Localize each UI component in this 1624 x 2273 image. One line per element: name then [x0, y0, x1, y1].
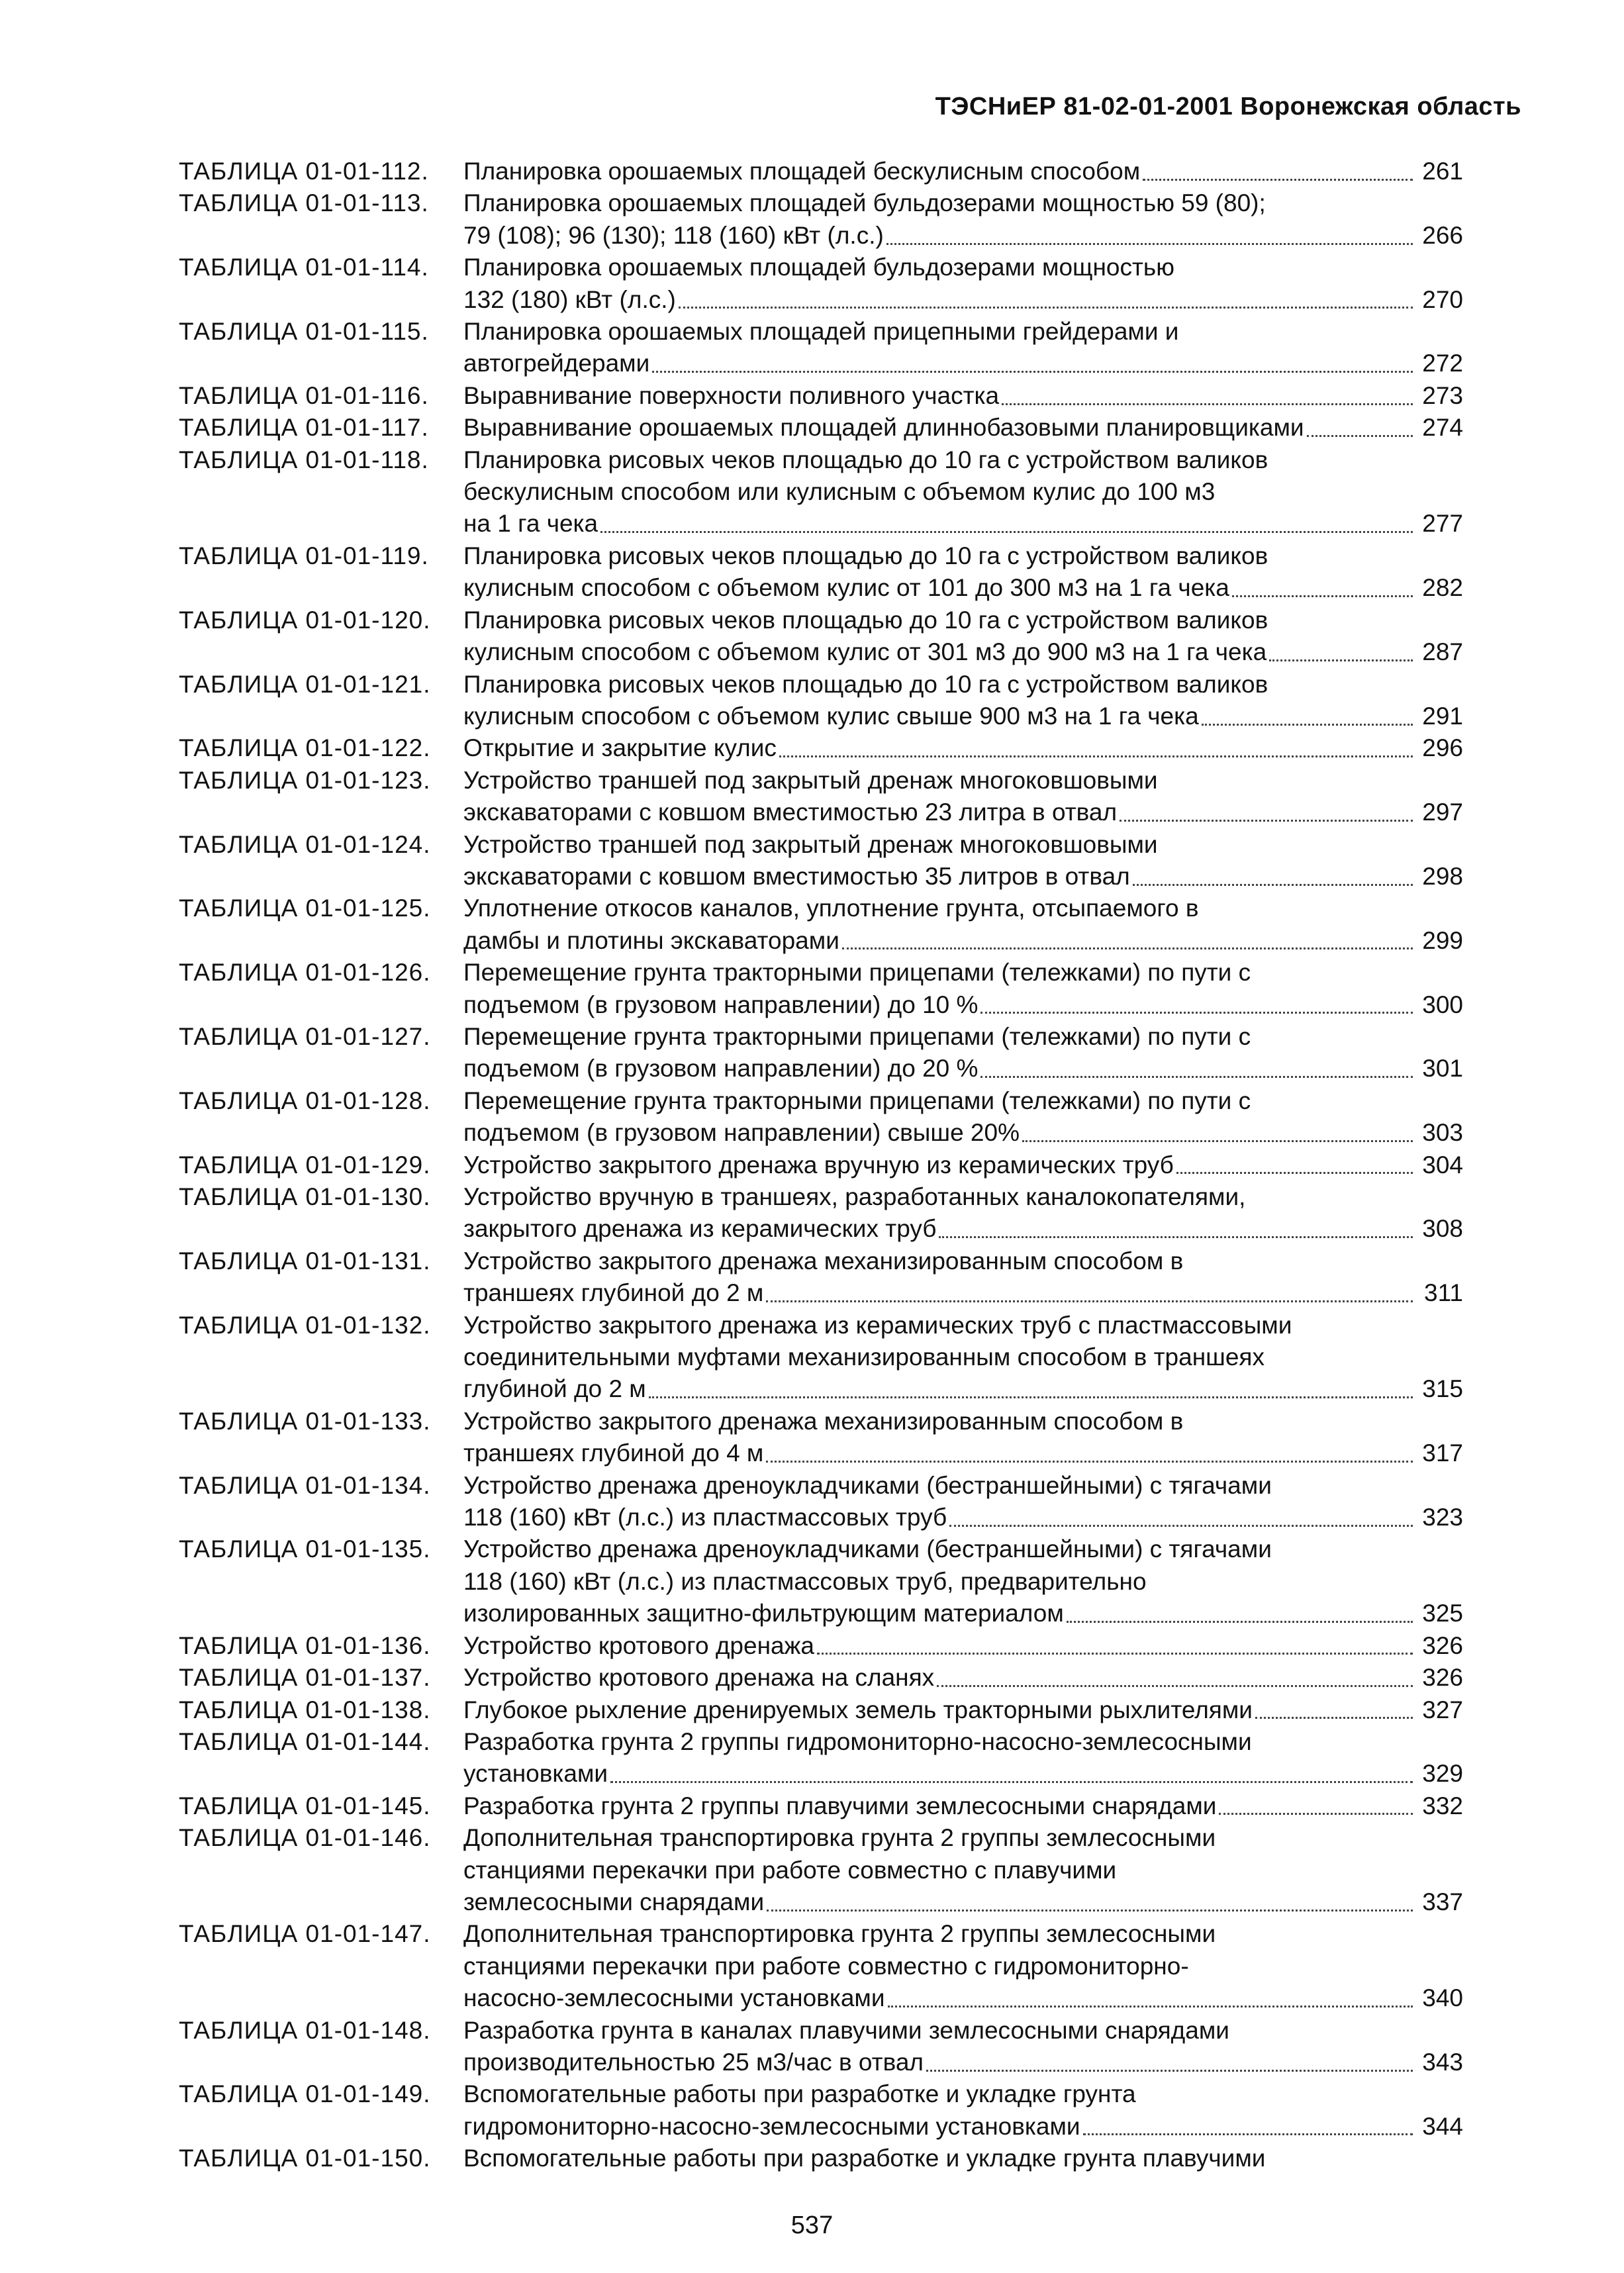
dot-leader — [1002, 403, 1413, 405]
toc-entry-last-line — [463, 636, 1463, 668]
toc-entry-title-line: глубиной до 2 м — [463, 1375, 646, 1403]
toc-entry-label: ТАБЛИЦА 01-01-128. — [179, 1087, 431, 1114]
toc-entry-label: ТАБЛИЦА 01-01-115. — [179, 318, 429, 346]
toc-entry-title — [463, 1181, 1463, 1245]
toc-entry-label: ТАБЛИЦА 01-01-113. — [179, 189, 429, 217]
dot-leader — [1067, 1621, 1413, 1623]
toc-entry — [179, 765, 1463, 829]
dot-leader — [926, 2070, 1413, 2072]
dot-leader — [1143, 179, 1413, 181]
toc-entry-page: 317 — [1422, 1439, 1463, 1467]
toc-entry-page: 300 — [1422, 991, 1463, 1018]
toc-entry — [179, 2078, 1463, 2143]
toc-entry-title-line: Планировка рисовых чеков площадью до 10 га с устройством валиков — [463, 670, 1268, 698]
dot-leader — [1255, 1717, 1413, 1719]
toc-entry — [179, 1310, 1463, 1406]
toc-entry-title — [463, 1822, 1463, 1918]
toc-entry-label: ТАБЛИЦА 01-01-144. — [179, 1727, 431, 1755]
toc-entry-title-line: 118 (160) кВт (л.с.) из пластмассовых труб, предварительно — [463, 1567, 1147, 1595]
toc-entry-last-line — [463, 989, 1463, 1021]
toc-entry-page: 272 — [1422, 350, 1463, 377]
toc-entry-last-line — [463, 156, 1463, 187]
toc-entry-last-line — [463, 797, 1463, 828]
toc-entry-title — [463, 1694, 1463, 1726]
toc-entry-page: 277 — [1422, 510, 1463, 538]
toc-entry — [179, 1533, 1463, 1629]
toc-entry-title-line: Уплотнение откосов каналов, уплотнение грунта, отсыпаемого в — [463, 895, 1199, 922]
toc-entry — [179, 957, 1463, 1021]
toc-entry-title — [463, 412, 1463, 444]
toc-entry-title — [463, 380, 1463, 412]
toc-entry-last-line — [463, 508, 1463, 540]
toc-entry-title — [463, 1630, 1463, 1662]
toc-entry-last-line — [463, 1277, 1463, 1309]
toc-entry-label: ТАБЛИЦА 01-01-124. — [179, 830, 431, 858]
toc-entry-title-line: Планировка орошаемых площадей бульдозерами мощностью — [463, 254, 1174, 281]
toc-entry — [179, 2015, 1463, 2079]
toc-entry-page: 291 — [1422, 702, 1463, 730]
toc-entry-title-line: Устройство кротового дренажа — [463, 1631, 814, 1659]
toc-entry — [179, 1470, 1463, 1534]
toc-entry-title-line: экскаваторами с ковшом вместимостью 35 литров в отвал — [463, 862, 1130, 890]
toc-entry-last-line — [463, 1982, 1463, 2014]
toc-entry-title — [463, 829, 1463, 893]
toc-entry-page: 296 — [1422, 734, 1463, 762]
toc-entry — [179, 732, 1463, 764]
dot-leader — [817, 1653, 1413, 1655]
toc-entry-last-line — [463, 1117, 1463, 1149]
toc-entry-title-line: установками — [463, 1760, 608, 1788]
toc-entry-title — [463, 187, 1463, 252]
toc-entry-last-line — [463, 284, 1463, 316]
toc-entry-title-line: экскаваторами с ковшом вместимостью 23 литра в отвал — [463, 798, 1118, 826]
toc-entry-page: 297 — [1422, 798, 1463, 826]
toc-entry-title — [463, 1533, 1463, 1629]
toc-entry-page: 282 — [1422, 574, 1463, 602]
toc-entry-label: ТАБЛИЦА 01-01-129. — [179, 1151, 431, 1179]
toc-entry-title-line: Вспомогательные работы при разработке и укладке грунта — [463, 2080, 1136, 2108]
toc-entry-label: ТАБЛИЦА 01-01-118. — [179, 446, 429, 473]
toc-entry-page: 304 — [1422, 1151, 1463, 1179]
dot-leader — [886, 243, 1413, 245]
toc-entry-title-line: станциями перекачки при работе совместно с гидромониторно- — [463, 1952, 1189, 1980]
toc-entry-last-line — [463, 1213, 1463, 1245]
toc-entry-title-line: автогрейдерами — [463, 350, 650, 377]
toc-entry — [179, 893, 1463, 957]
toc-entry-page: 332 — [1422, 1792, 1463, 1819]
toc-entry-page: 308 — [1422, 1215, 1463, 1243]
toc-entry-title-line: соединительными муфтами механизированным способом в траншеях — [463, 1343, 1265, 1371]
toc-entry-page: 326 — [1422, 1631, 1463, 1659]
toc-entry-title — [463, 765, 1463, 829]
toc-entry-title-line: Разработка грунта в каналах плавучими землесосными снарядами — [463, 2016, 1229, 2044]
toc-entry-last-line — [463, 1502, 1463, 1533]
toc-entry-title-line: Перемещение грунта тракторными прицепами (тележками) по пути с — [463, 959, 1251, 987]
toc-entry — [179, 1822, 1463, 1918]
toc-entry-label: ТАБЛИЦА 01-01-117. — [179, 414, 429, 442]
toc-entry — [179, 252, 1463, 316]
toc-entry-page: 270 — [1422, 285, 1463, 313]
toc-entry — [179, 1181, 1463, 1245]
dot-leader — [937, 1685, 1413, 1687]
toc-entry — [179, 1630, 1463, 1662]
toc-entry-last-line — [463, 1149, 1463, 1181]
toc-entry-title-line: Устройство траншей под закрытый дренаж многоковшовыми — [463, 766, 1158, 794]
dot-leader — [779, 755, 1413, 757]
toc-entry — [179, 156, 1463, 187]
dot-leader — [888, 2006, 1413, 2007]
toc-entry-last-line — [463, 220, 1463, 252]
toc-entry-last-line — [463, 1662, 1463, 1694]
toc-entry-label: ТАБЛИЦА 01-01-130. — [179, 1183, 431, 1210]
dot-leader — [600, 531, 1413, 533]
toc-entry-title — [463, 957, 1463, 1021]
toc-entry-label: ТАБЛИЦА 01-01-146. — [179, 1824, 431, 1852]
toc-entry-title-line: кулисным способом с объемом кулис от 101 до 300 м3 на 1 га чека — [463, 574, 1229, 602]
toc-entry — [179, 1694, 1463, 1726]
toc-entry-last-line — [463, 1373, 1463, 1405]
toc-entry-label: ТАБЛИЦА 01-01-121. — [179, 670, 431, 698]
toc-entry-label: ТАБЛИЦА 01-01-145. — [179, 1792, 431, 1819]
toc-entry-title-line: подъемом (в грузовом направлении) до 20 % — [463, 1055, 979, 1083]
toc-entry-title — [463, 1918, 1463, 2014]
toc-entry-title-line: Дополнительная транспортировка грунта 2 группы землесосными — [463, 1920, 1216, 1948]
toc-entry-title — [463, 316, 1463, 380]
toc-entry-title-line: Устройство закрытого дренажа механизированным способом в — [463, 1407, 1184, 1435]
toc-entry-label: ТАБЛИЦА 01-01-116. — [179, 381, 429, 409]
toc-entry-last-line — [463, 732, 1463, 764]
dot-leader — [1083, 2133, 1413, 2135]
toc-entry-page: 299 — [1422, 926, 1463, 954]
toc-entry-last-line — [463, 412, 1463, 444]
dot-leader — [766, 1461, 1413, 1463]
toc-entry-label: ТАБЛИЦА 01-01-136. — [179, 1631, 431, 1659]
toc-entry-title — [463, 444, 1463, 540]
toc-entry-label: ТАБЛИЦА 01-01-114. — [179, 254, 429, 281]
toc-entry-page: 274 — [1422, 414, 1463, 442]
toc-entry-title-line: дамбы и плотины экскаваторами — [463, 926, 839, 954]
toc-entry — [179, 1245, 1463, 1310]
toc-entry-page: 287 — [1422, 638, 1463, 666]
toc-entry-label: ТАБЛИЦА 01-01-126. — [179, 959, 431, 987]
toc-entry-page: 326 — [1422, 1664, 1463, 1692]
dot-leader — [939, 1236, 1413, 1238]
toc-entry-title — [463, 1406, 1463, 1470]
dot-leader — [949, 1525, 1413, 1527]
toc-entry-title-line: кулисным способом с объемом кулис от 301 м3 до 900 м3 на 1 га чека — [463, 638, 1267, 666]
toc-entry-title-line: Перемещение грунта тракторными прицепами (тележками) по пути с — [463, 1087, 1251, 1114]
toc-entry-title-line: Перемещение грунта тракторными прицепами (тележками) по пути с — [463, 1022, 1251, 1050]
toc-entry-title-line: закрытого дренажа из керамических труб — [463, 1215, 937, 1243]
dot-leader — [1202, 724, 1413, 726]
toc-entry — [179, 605, 1463, 669]
toc-entry — [179, 1790, 1463, 1822]
toc-entry-label: ТАБЛИЦА 01-01-149. — [179, 2080, 431, 2108]
toc-entry-last-line — [463, 1053, 1463, 1085]
toc-entry-last-line — [463, 1886, 1463, 1918]
toc-entry-title — [463, 605, 1463, 669]
toc-entry — [179, 829, 1463, 893]
toc-entry — [179, 1021, 1463, 1085]
toc-entry-title-line: Устройство дренажа дреноукладчиками (бестраншейными) с тягачами — [463, 1471, 1272, 1499]
toc-entry-label: ТАБЛИЦА 01-01-137. — [179, 1664, 431, 1692]
toc-entry-page: 298 — [1422, 862, 1463, 890]
toc-entry-label: ТАБЛИЦА 01-01-123. — [179, 766, 431, 794]
toc-entry-label: ТАБЛИЦА 01-01-131. — [179, 1247, 431, 1275]
toc-entry-title-line: траншеях глубиной до 2 м — [463, 1279, 764, 1307]
toc-entry-title — [463, 1085, 1463, 1149]
dot-leader — [1133, 884, 1413, 886]
toc-entry-page: 337 — [1422, 1888, 1463, 1915]
toc-entry-title-line: Разработка грунта 2 группы гидромониторно-насосно-землесосными — [463, 1727, 1252, 1755]
page-header: ТЭСНиЕР 81-02-01-2001 Воронежская область — [935, 93, 1521, 121]
page-number: 537 — [790, 2211, 834, 2239]
toc-entry-label: ТАБЛИЦА 01-01-122. — [179, 734, 431, 762]
toc-entry-page: 344 — [1422, 2112, 1463, 2140]
toc-entry-title — [463, 1790, 1463, 1822]
toc-entry — [179, 1726, 1463, 1790]
toc-entry-last-line — [463, 348, 1463, 379]
toc-entry-label: ТАБЛИЦА 01-01-133. — [179, 1407, 431, 1435]
toc-entry-title-line: 132 (180) кВт (л.с.) — [463, 285, 676, 313]
toc-entry-title — [463, 1726, 1463, 1790]
dot-leader — [1232, 595, 1413, 597]
toc-entry-title-line: подъемом (в грузовом направлении) до 10 % — [463, 991, 979, 1018]
toc-entry-last-line — [463, 380, 1463, 412]
toc-entry-title — [463, 1310, 1463, 1406]
toc-entry-title-line: бескулисным способом или кулисным с объемом кулис до 100 м3 — [463, 478, 1216, 506]
toc-entry-title — [463, 2015, 1463, 2079]
toc-entry-title-line: подъемом (в грузовом направлении) свыше 20% — [463, 1119, 1020, 1147]
toc-entry-page: 303 — [1422, 1119, 1463, 1147]
toc-entry-title-line: Устройство закрытого дренажа механизированным способом в — [463, 1247, 1184, 1275]
toc-entry — [179, 187, 1463, 252]
dot-leader — [679, 307, 1413, 309]
toc-entry-label: ТАБЛИЦА 01-01-135. — [179, 1535, 431, 1563]
toc-entry-title-line: Планировка орошаемых площадей бескулисным способом — [463, 158, 1141, 185]
toc-entry-label: ТАБЛИЦА 01-01-120. — [179, 606, 431, 634]
toc-entry-title — [463, 1662, 1463, 1694]
toc-entry-title-line: Дополнительная транспортировка грунта 2 группы землесосными — [463, 1824, 1216, 1852]
toc-entry-title-line: траншеях глубиной до 4 м — [463, 1439, 764, 1467]
toc-entry — [179, 1149, 1463, 1181]
toc-entry-title-line: Устройство закрытого дренажа из керамических труб с пластмассовыми — [463, 1311, 1292, 1339]
toc-entry-title — [463, 156, 1463, 187]
toc-entry-title-line: Выравнивание поверхности поливного участка — [463, 381, 1000, 409]
toc-entry-title — [463, 1149, 1463, 1181]
dot-leader — [1307, 435, 1413, 437]
toc-entry-last-line — [463, 701, 1463, 732]
toc-entry-title-line: землесосными снарядами — [463, 1888, 765, 1915]
toc-entry-page: 266 — [1422, 221, 1463, 249]
toc-entry-last-line — [463, 572, 1463, 604]
dot-leader — [980, 1076, 1413, 1078]
toc-entry-last-line — [463, 1790, 1463, 1822]
toc-entry-page: 343 — [1422, 2048, 1463, 2076]
toc-entry-label: ТАБЛИЦА 01-01-127. — [179, 1022, 431, 1050]
toc-entry-label: ТАБЛИЦА 01-01-125. — [179, 895, 431, 922]
toc-entry-title-line: 118 (160) кВт (л.с.) из пластмассовых труб — [463, 1504, 947, 1531]
toc-entry-title — [463, 1021, 1463, 1085]
toc-entry-title-line: Вспомогательные работы при разработке и укладке грунта плавучими — [463, 2145, 1266, 2172]
toc-entry-title-line: Глубокое рыхление дренируемых земель тракторными рыхлителями — [463, 1696, 1253, 1723]
toc-entry-title — [463, 540, 1463, 605]
dot-leader — [1219, 1813, 1413, 1815]
toc-entry-title — [463, 2143, 1463, 2174]
toc-entry-page: 340 — [1422, 1984, 1463, 2012]
toc-entry-page: 329 — [1422, 1760, 1463, 1788]
toc-entry — [179, 1406, 1463, 1470]
toc-entry-title-line: Планировка орошаемых площадей бульдозерами мощностью 59 (80); — [463, 189, 1266, 217]
toc-entry-title — [463, 252, 1463, 316]
toc-entry-page: 323 — [1422, 1504, 1463, 1531]
toc-entry-title-line: Устройство вручную в траншеях, разработанных каналокопателями, — [463, 1183, 1246, 1210]
toc-entry-page: 325 — [1422, 1600, 1463, 1627]
toc-entry-last-line — [463, 2111, 1463, 2143]
dot-leader — [652, 371, 1413, 373]
toc-entry — [179, 1085, 1463, 1149]
dot-leader — [980, 1012, 1413, 1014]
toc-entry-title — [463, 669, 1463, 733]
dot-leader — [649, 1396, 1413, 1398]
toc-entry-title-line: станциями перекачки при работе совместно с плавучими — [463, 1856, 1117, 1884]
toc-entry-label: ТАБЛИЦА 01-01-150. — [179, 2145, 431, 2172]
toc-entry-label: ТАБЛИЦА 01-01-132. — [179, 1311, 431, 1339]
toc-entry — [179, 2143, 1463, 2174]
toc-entry-label: ТАБЛИЦА 01-01-147. — [179, 1920, 431, 1948]
toc-entry-last-line — [463, 2143, 1463, 2174]
toc-entry-title-line: насосно-землесосными установками — [463, 1984, 885, 2012]
toc-entry — [179, 1918, 1463, 2014]
toc-entry-page: 261 — [1422, 158, 1463, 185]
toc-entry — [179, 444, 1463, 540]
dot-leader — [767, 1910, 1413, 1911]
toc-entry-title-line: 79 (108); 96 (130); 118 (160) кВт (л.с.) — [463, 221, 884, 249]
toc-entry-page: 273 — [1422, 381, 1463, 409]
dot-leader — [1176, 1172, 1413, 1174]
toc-entry-last-line — [463, 1437, 1463, 1469]
dot-leader — [1120, 820, 1413, 822]
toc-entry-title-line: Планировка орошаемых площадей прицепными грейдерами и — [463, 318, 1179, 346]
toc-entry-last-line — [463, 1758, 1463, 1790]
toc-entry-title-line: Открытие и закрытие кулис — [463, 734, 777, 762]
toc-entry-label: ТАБЛИЦА 01-01-148. — [179, 2016, 431, 2044]
toc-entry-label: ТАБЛИЦА 01-01-112. — [179, 158, 429, 185]
dot-leader — [1022, 1140, 1413, 1142]
toc-entry-last-line — [463, 861, 1463, 893]
toc-entry — [179, 669, 1463, 733]
toc-entry-title — [463, 1245, 1463, 1310]
toc-entry-title-line: Планировка рисовых чеков площадью до 10 га с устройством валиков — [463, 542, 1268, 569]
toc-entry-title-line: на 1 га чека — [463, 510, 598, 538]
toc-entry-title-line: Устройство кротового дренажа на сланях — [463, 1664, 935, 1692]
toc-entry-title-line: Устройство дренажа дреноукладчиками (бестраншейными) с тягачами — [463, 1535, 1272, 1563]
toc-entry-label: ТАБЛИЦА 01-01-134. — [179, 1471, 431, 1499]
toc-entry-title-line: изолированных защитно-фильтрующим материалом — [463, 1600, 1064, 1627]
table-of-contents — [179, 156, 1463, 2175]
toc-entry-title — [463, 2078, 1463, 2143]
toc-entry-last-line — [463, 2047, 1463, 2078]
toc-entry-title-line: Устройство траншей под закрытый дренаж многоковшовыми — [463, 830, 1158, 858]
toc-entry-title — [463, 1470, 1463, 1534]
toc-entry — [179, 540, 1463, 605]
toc-entry-title-line: Выравнивание орошаемых площадей длиннобазовыми планировщиками — [463, 414, 1304, 442]
toc-entry — [179, 316, 1463, 380]
toc-entry-last-line — [463, 1694, 1463, 1726]
dot-leader — [610, 1781, 1413, 1783]
dot-leader — [1269, 659, 1413, 661]
toc-entry-title-line: производительностью 25 м3/час в отвал — [463, 2048, 924, 2076]
toc-entry-last-line — [463, 1630, 1463, 1662]
toc-entry-title — [463, 732, 1463, 764]
toc-entry-title-line: гидромониторно-насосно-землесосными установками — [463, 2112, 1080, 2140]
toc-entry-title-line: Планировка рисовых чеков площадью до 10 га с устройством валиков — [463, 446, 1268, 473]
toc-entry-title-line: Устройство закрытого дренажа вручную из керамических труб — [463, 1151, 1174, 1179]
toc-entry-last-line — [463, 925, 1463, 957]
toc-entry-title-line: Разработка грунта 2 группы плавучими землесосными снарядами — [463, 1792, 1217, 1819]
toc-entry-last-line — [463, 1598, 1463, 1629]
toc-entry — [179, 412, 1463, 444]
toc-entry — [179, 380, 1463, 412]
toc-entry-title-line: кулисным способом с объемом кулис свыше 900 м3 на 1 га чека — [463, 702, 1199, 730]
toc-entry-page: 311 — [1424, 1279, 1463, 1307]
toc-entry-label: ТАБЛИЦА 01-01-138. — [179, 1696, 431, 1723]
toc-entry-title — [463, 893, 1463, 957]
dot-leader — [766, 1300, 1413, 1302]
toc-entry-title-line: Планировка рисовых чеков площадью до 10 га с устройством валиков — [463, 606, 1268, 634]
dot-leader — [842, 947, 1413, 949]
toc-entry-label: ТАБЛИЦА 01-01-119. — [179, 542, 429, 569]
toc-entry-page: 327 — [1422, 1696, 1463, 1723]
toc-entry-page: 301 — [1422, 1055, 1463, 1083]
toc-entry-page: 315 — [1422, 1375, 1463, 1403]
toc-entry — [179, 1662, 1463, 1694]
